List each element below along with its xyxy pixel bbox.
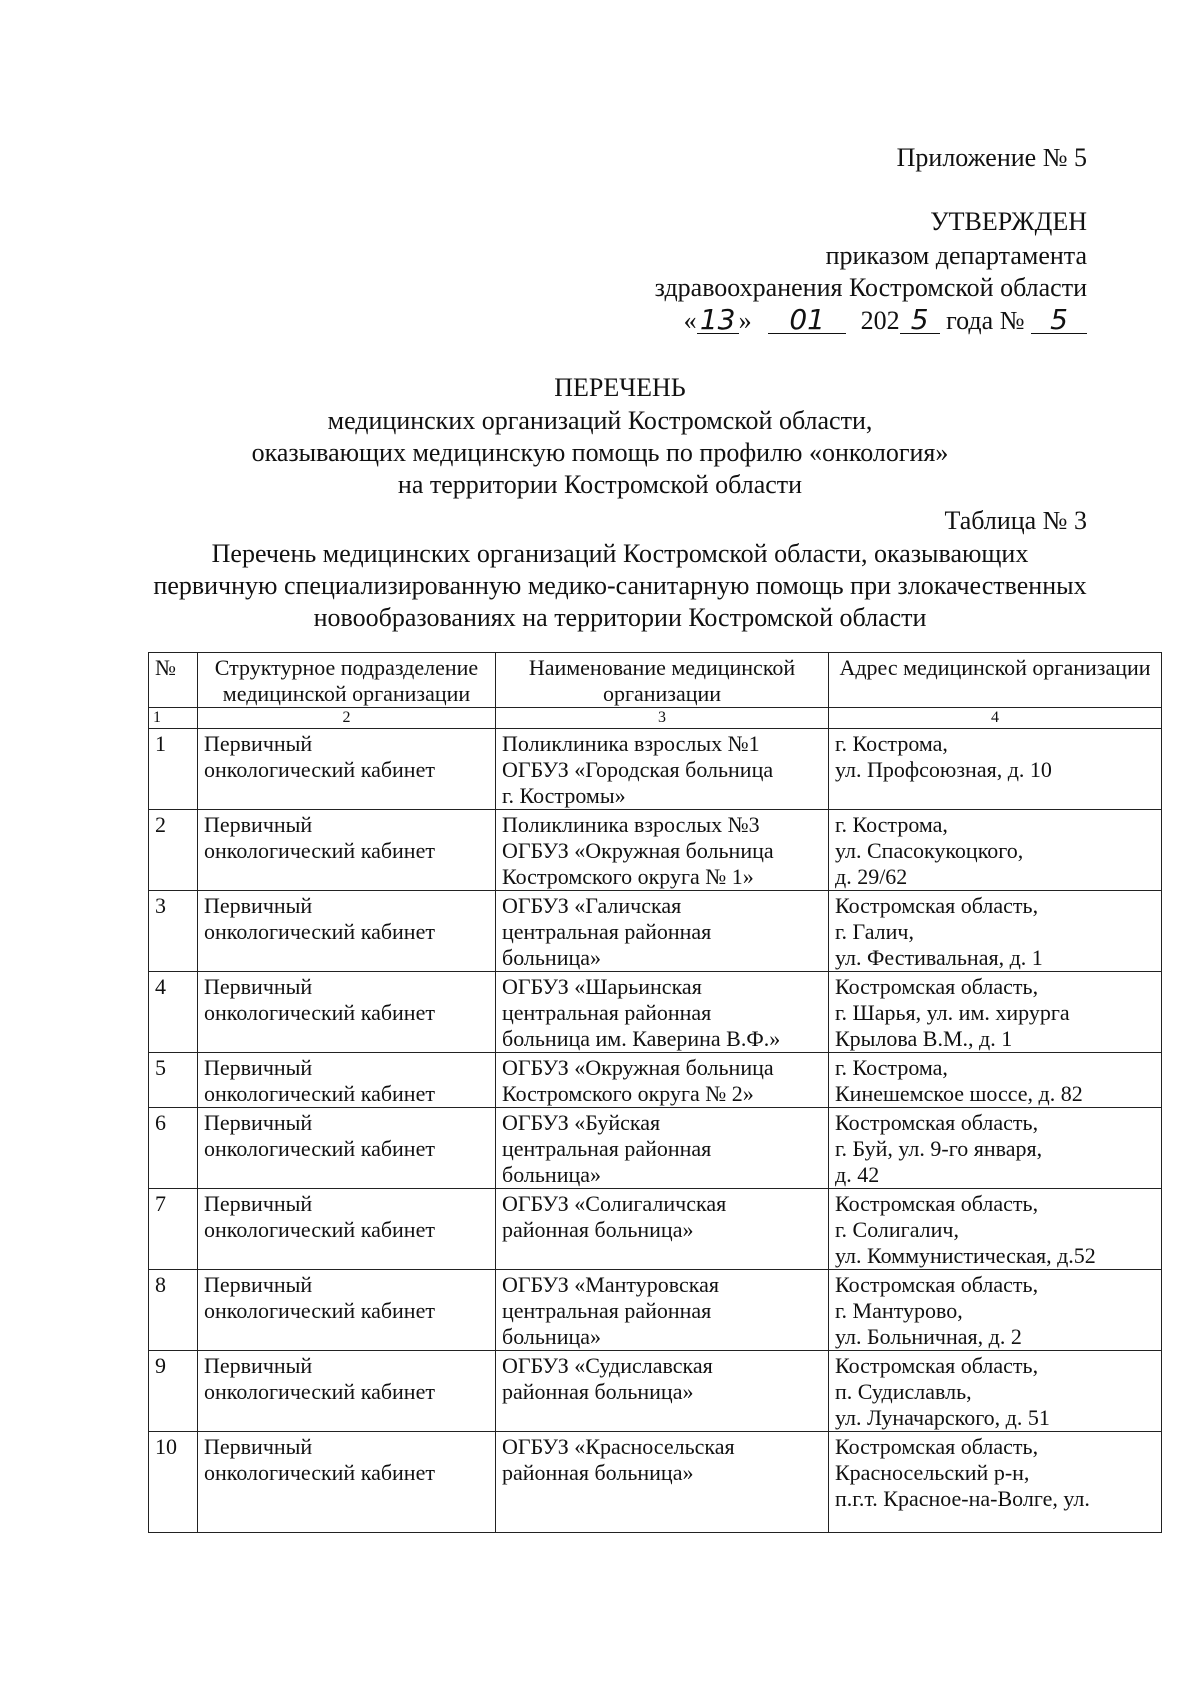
cell-line: Костромская область, xyxy=(835,893,1039,918)
cell-line: районная больница» xyxy=(502,1217,694,1242)
cell-line: центральная районная xyxy=(502,1298,712,1323)
cell-line: онкологический кабинет xyxy=(204,838,435,863)
row-structural-unit xyxy=(198,1053,496,1108)
row-organization-address xyxy=(829,1189,1162,1270)
cell-line: ОГБУЗ «Красносельская xyxy=(502,1434,735,1459)
cell-line: ОГБУЗ «Городская больница xyxy=(502,757,774,782)
column-numbers-row xyxy=(149,708,1162,729)
row-organization-name xyxy=(496,1189,829,1270)
column-number: 2 xyxy=(198,708,496,729)
row-structural-unit xyxy=(198,1351,496,1432)
cell-line: ОГБУЗ «Судиславская xyxy=(502,1353,713,1378)
header-organization-address: Адрес медицинской организации xyxy=(829,653,1162,708)
column-number: 4 xyxy=(829,708,1162,729)
cell-line: ул. Фестивальная, д. 1 xyxy=(835,945,1043,970)
row-number: 8 xyxy=(149,1270,198,1351)
cell-line: Костромская область, xyxy=(835,1272,1039,1297)
cell-line: Первичный xyxy=(204,974,313,999)
row-organization-address xyxy=(829,1270,1162,1351)
row-organization-address xyxy=(829,729,1162,810)
cell-line: д. 42 xyxy=(835,1162,880,1187)
cell-line: г. Шарья, ул. им. хирурга xyxy=(835,1000,1070,1025)
cell-line: г. Костромы» xyxy=(502,783,626,808)
cell-line: ОГБУЗ «Окружная больница xyxy=(502,838,774,863)
row-organization-name xyxy=(496,1351,829,1432)
date-close-quote: » xyxy=(738,306,752,335)
row-number: 5 xyxy=(149,1053,198,1108)
row-structural-unit xyxy=(198,1189,496,1270)
row-organization-name xyxy=(496,1432,829,1533)
cell-line: г. Буй, ул. 9-го января, xyxy=(835,1136,1043,1161)
cell-line: ОГБУЗ «Солигаличская xyxy=(502,1191,727,1216)
cell-line: онкологический кабинет xyxy=(204,919,435,944)
appendix-number: Приложение № 5 xyxy=(896,143,1087,172)
cell-line: ОГБУЗ «Буйская xyxy=(502,1110,661,1135)
table-row xyxy=(149,972,1162,1053)
cell-line: больница» xyxy=(502,1162,601,1187)
cell-line: Костромская область, xyxy=(835,1353,1039,1378)
cell-line: Поликлиника взрослых №1 xyxy=(502,731,760,756)
row-organization-address xyxy=(829,1351,1162,1432)
table-row xyxy=(149,1351,1162,1432)
cell-line: центральная районная xyxy=(502,1136,712,1161)
row-structural-unit xyxy=(198,891,496,972)
cell-line: районная больница» xyxy=(502,1379,694,1404)
cell-line: ОГБУЗ «Шарьинская xyxy=(502,974,702,999)
row-number: 6 xyxy=(149,1108,198,1189)
cell-line: центральная районная xyxy=(502,1000,712,1025)
row-organization-name xyxy=(496,891,829,972)
table-row xyxy=(149,1432,1162,1533)
row-structural-unit xyxy=(198,1432,496,1533)
cell-line: Костромская область, xyxy=(835,1191,1039,1216)
table-number-label: Таблица № 3 xyxy=(944,506,1087,535)
cell-line: Первичный xyxy=(204,1055,313,1080)
date-day-handwritten: 13 xyxy=(697,307,739,334)
cell-line: ОГБУЗ «Окружная больница xyxy=(502,1055,774,1080)
cell-line: Кинешемское шоссе, д. 82 xyxy=(835,1081,1083,1106)
table-row xyxy=(149,729,1162,810)
cell-line: Первичный xyxy=(204,812,313,837)
header-organization-name: Наименование медицинской организации xyxy=(496,653,829,708)
cell-line: ул. Спасокукоцкого, xyxy=(835,838,1024,863)
row-number: 4 xyxy=(149,972,198,1053)
cell-line: Костромского округа № 1» xyxy=(502,864,754,889)
date-year-prefix: 202 xyxy=(860,306,900,335)
document-title: ПЕРЕЧЕНЬ xyxy=(554,373,686,402)
row-organization-address xyxy=(829,1432,1162,1533)
cell-line: Крылова В.М., д. 1 xyxy=(835,1026,1013,1051)
row-number: 7 xyxy=(149,1189,198,1270)
cell-line: Первичный xyxy=(204,1353,313,1378)
table-row xyxy=(149,1189,1162,1270)
cell-line: больница» xyxy=(502,945,601,970)
row-number: 9 xyxy=(149,1351,198,1432)
header-number: № xyxy=(149,653,198,708)
row-number: 3 xyxy=(149,891,198,972)
row-structural-unit xyxy=(198,810,496,891)
row-number: 10 xyxy=(149,1432,198,1533)
order-line-2: здравоохранения Костромской области xyxy=(654,273,1087,302)
table-row xyxy=(149,1053,1162,1108)
cell-line: Костромского округа № 2» xyxy=(502,1081,754,1106)
table-row xyxy=(149,891,1162,972)
row-organization-name xyxy=(496,1108,829,1189)
column-number: 3 xyxy=(496,708,829,729)
table-row xyxy=(149,810,1162,891)
cell-line: больница» xyxy=(502,1324,601,1349)
cell-line: Красносельский р-н, xyxy=(835,1460,1030,1485)
row-organization-address xyxy=(829,972,1162,1053)
cell-line: Костромская область, xyxy=(835,974,1039,999)
cell-line: районная больница» xyxy=(502,1460,694,1485)
cell-line: ОГБУЗ «Галичская xyxy=(502,893,682,918)
row-structural-unit xyxy=(198,729,496,810)
header-structural-unit: Структурное подразделение медицинской организации xyxy=(198,653,496,708)
column-number: 1 xyxy=(149,708,198,729)
row-organization-address xyxy=(829,1053,1162,1108)
cell-line: онкологический кабинет xyxy=(204,1298,435,1323)
approved-label: УТВЕРЖДЕН xyxy=(930,207,1087,236)
table-header-row xyxy=(149,653,1162,708)
cell-line: ул. Луначарского, д. 51 xyxy=(835,1405,1050,1430)
cell-line: п. Судиславль, xyxy=(835,1379,972,1404)
document-subtitle: медицинских организаций Костромской области, оказывающих медицинскую помощь по профилю «онкология» на территории Костромской области xyxy=(251,406,949,499)
row-organization-name xyxy=(496,729,829,810)
row-organization-address xyxy=(829,891,1162,972)
date-year-digit-handwritten: 5 xyxy=(900,307,940,334)
cell-line: онкологический кабинет xyxy=(204,1379,435,1404)
cell-line: Поликлиника взрослых №3 xyxy=(502,812,760,837)
table-caption: Перечень медицинских организаций Костромской области, оказывающих первичную специализированную медико-санитарную помощь при злокачественных новообразованиях на территории Костромской области xyxy=(153,539,1087,632)
row-structural-unit xyxy=(198,1270,496,1351)
row-organization-address xyxy=(829,810,1162,891)
cell-line: онкологический кабинет xyxy=(204,1136,435,1161)
cell-line: Первичный xyxy=(204,731,313,756)
table-row xyxy=(149,1108,1162,1189)
cell-line: больница им. Каверина В.Ф.» xyxy=(502,1026,781,1051)
organizations-table xyxy=(148,652,1162,1533)
row-organization-name xyxy=(496,810,829,891)
row-structural-unit xyxy=(198,972,496,1053)
cell-line: Первичный xyxy=(204,1434,313,1459)
cell-line: г. Солигалич, xyxy=(835,1217,959,1242)
cell-line: центральная районная xyxy=(502,919,712,944)
cell-line: г. Кострома, xyxy=(835,1055,948,1080)
cell-line: Первичный xyxy=(204,893,313,918)
row-number: 2 xyxy=(149,810,198,891)
row-number: 1 xyxy=(149,729,198,810)
date-suffix: года № xyxy=(946,306,1025,335)
cell-line: г. Мантурово, xyxy=(835,1298,963,1323)
cell-line: онкологический кабинет xyxy=(204,757,435,782)
cell-line: ул. Больничная, д. 2 xyxy=(835,1324,1022,1349)
row-organization-name xyxy=(496,972,829,1053)
date-month-handwritten: 01 xyxy=(768,307,846,334)
row-organization-address xyxy=(829,1108,1162,1189)
cell-line: г. Кострома, xyxy=(835,731,948,756)
row-structural-unit xyxy=(198,1108,496,1189)
cell-line: ул. Профсоюзная, д. 10 xyxy=(835,757,1052,782)
cell-line: онкологический кабинет xyxy=(204,1000,435,1025)
order-date-line xyxy=(684,305,1087,337)
cell-line: Первичный xyxy=(204,1110,313,1135)
cell-line: ул. Коммунистическая, д.52 xyxy=(835,1243,1096,1268)
date-open-quote: « xyxy=(683,306,697,335)
cell-line: Первичный xyxy=(204,1272,313,1297)
cell-line: онкологический кабинет xyxy=(204,1460,435,1485)
cell-line: п.г.т. Красное-на-Волге, ул. xyxy=(835,1486,1090,1511)
cell-line: Костромская область, xyxy=(835,1110,1039,1135)
table-row xyxy=(149,1270,1162,1351)
cell-line: онкологический кабинет xyxy=(204,1217,435,1242)
cell-line: Первичный xyxy=(204,1191,313,1216)
order-line-1: приказом департамента xyxy=(825,241,1087,270)
order-number-handwritten: 5 xyxy=(1031,307,1087,334)
cell-line: д. 29/62 xyxy=(835,864,908,889)
cell-line: онкологический кабинет xyxy=(204,1081,435,1106)
cell-line: г. Галич, xyxy=(835,919,914,944)
row-organization-name xyxy=(496,1270,829,1351)
cell-line: г. Кострома, xyxy=(835,812,948,837)
cell-line: ОГБУЗ «Мантуровская xyxy=(502,1272,719,1297)
cell-line: Костромская область, xyxy=(835,1434,1039,1459)
row-organization-name xyxy=(496,1053,829,1108)
